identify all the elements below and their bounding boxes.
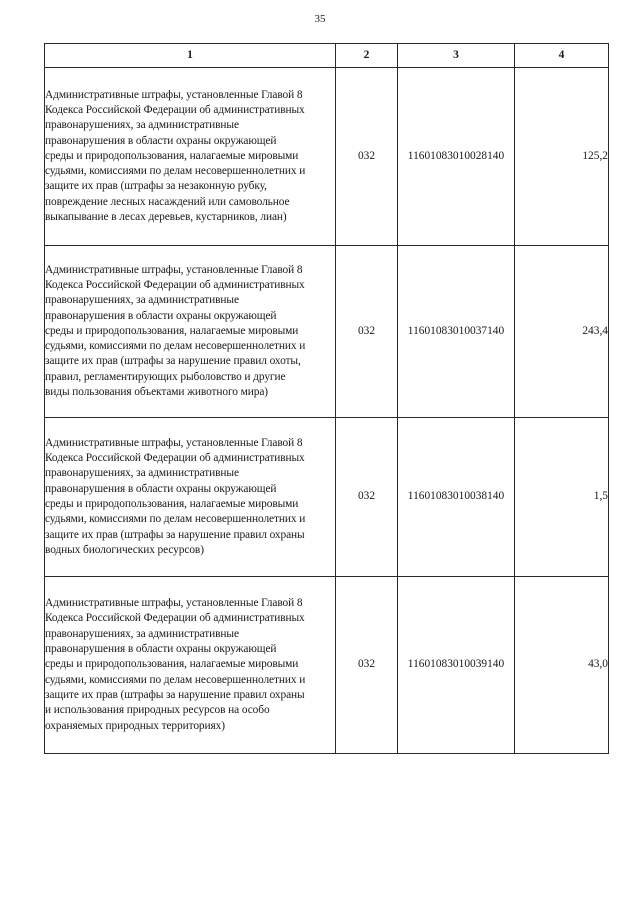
column-header-description: 1 [45,44,336,68]
row-description: Административные штрафы, установленные Главой 8 Кодекса Российской Федерации об административных правонарушениях, за административные правонарушения в области охраны окружающей среды и природопользования, налагаемые мировыми судьями, комиссиями по делам несовершеннолетних и защите их прав (штрафы за незаконную рубку, повреждение лесных насаждений или самовольное выкапывание в лесах деревьев, кустарников, лиан) [45,68,336,246]
column-header-amount: 4 [515,44,609,68]
column-header-kbk: 3 [398,44,515,68]
row-amount: 125,2 [515,68,609,246]
row-amount: 43,0 [515,577,609,754]
table-row [45,577,609,754]
row-description: Административные штрафы, установленные Главой 8 Кодекса Российской Федерации об административных правонарушениях, за административные правонарушения в области охраны окружающей среды и природопользования, налагаемые мировыми судьями, комиссиями по делам несовершеннолетних и защите их прав (штрафы за нарушение правил охоты, правил, регламентирующих рыболовство и другие виды пользования объектами животного мира) [45,246,336,418]
revenue-table [44,43,609,754]
row-admin-code: 032 [336,246,398,418]
row-admin-code: 032 [336,68,398,246]
row-kbk-code: 11601083010038140 [398,418,515,577]
row-kbk-code: 11601083010037140 [398,246,515,418]
row-admin-code: 032 [336,577,398,754]
row-amount: 1,5 [515,418,609,577]
row-kbk-code: 11601083010028140 [398,68,515,246]
row-description: Административные штрафы, установленные Главой 8 Кодекса Российской Федерации об административных правонарушениях, за административные правонарушения в области охраны окружающей среды и природопользования, налагаемые мировыми судьями, комиссиями по делам несовершеннолетних и защите их прав (штрафы за нарушение правил охраны водных биологических ресурсов) [45,418,336,577]
table-row [45,68,609,246]
page-number: 35 [314,13,326,25]
table-row [45,418,609,577]
table-header-row [45,44,609,68]
row-amount: 243,4 [515,246,609,418]
row-kbk-code: 11601083010039140 [398,577,515,754]
column-header-admin-code: 2 [336,44,398,68]
table-row [45,246,609,418]
row-admin-code: 032 [336,418,398,577]
row-description: Административные штрафы, установленные Главой 8 Кодекса Российской Федерации об административных правонарушениях, за административные правонарушения в области охраны окружающей среды и природопользования, налагаемые мировыми судьями, комиссиями по делам несовершеннолетних и защите их прав (штрафы за нарушение правил охраны и использования природных ресурсов на особо охраняемых природных территориях) [45,577,336,754]
